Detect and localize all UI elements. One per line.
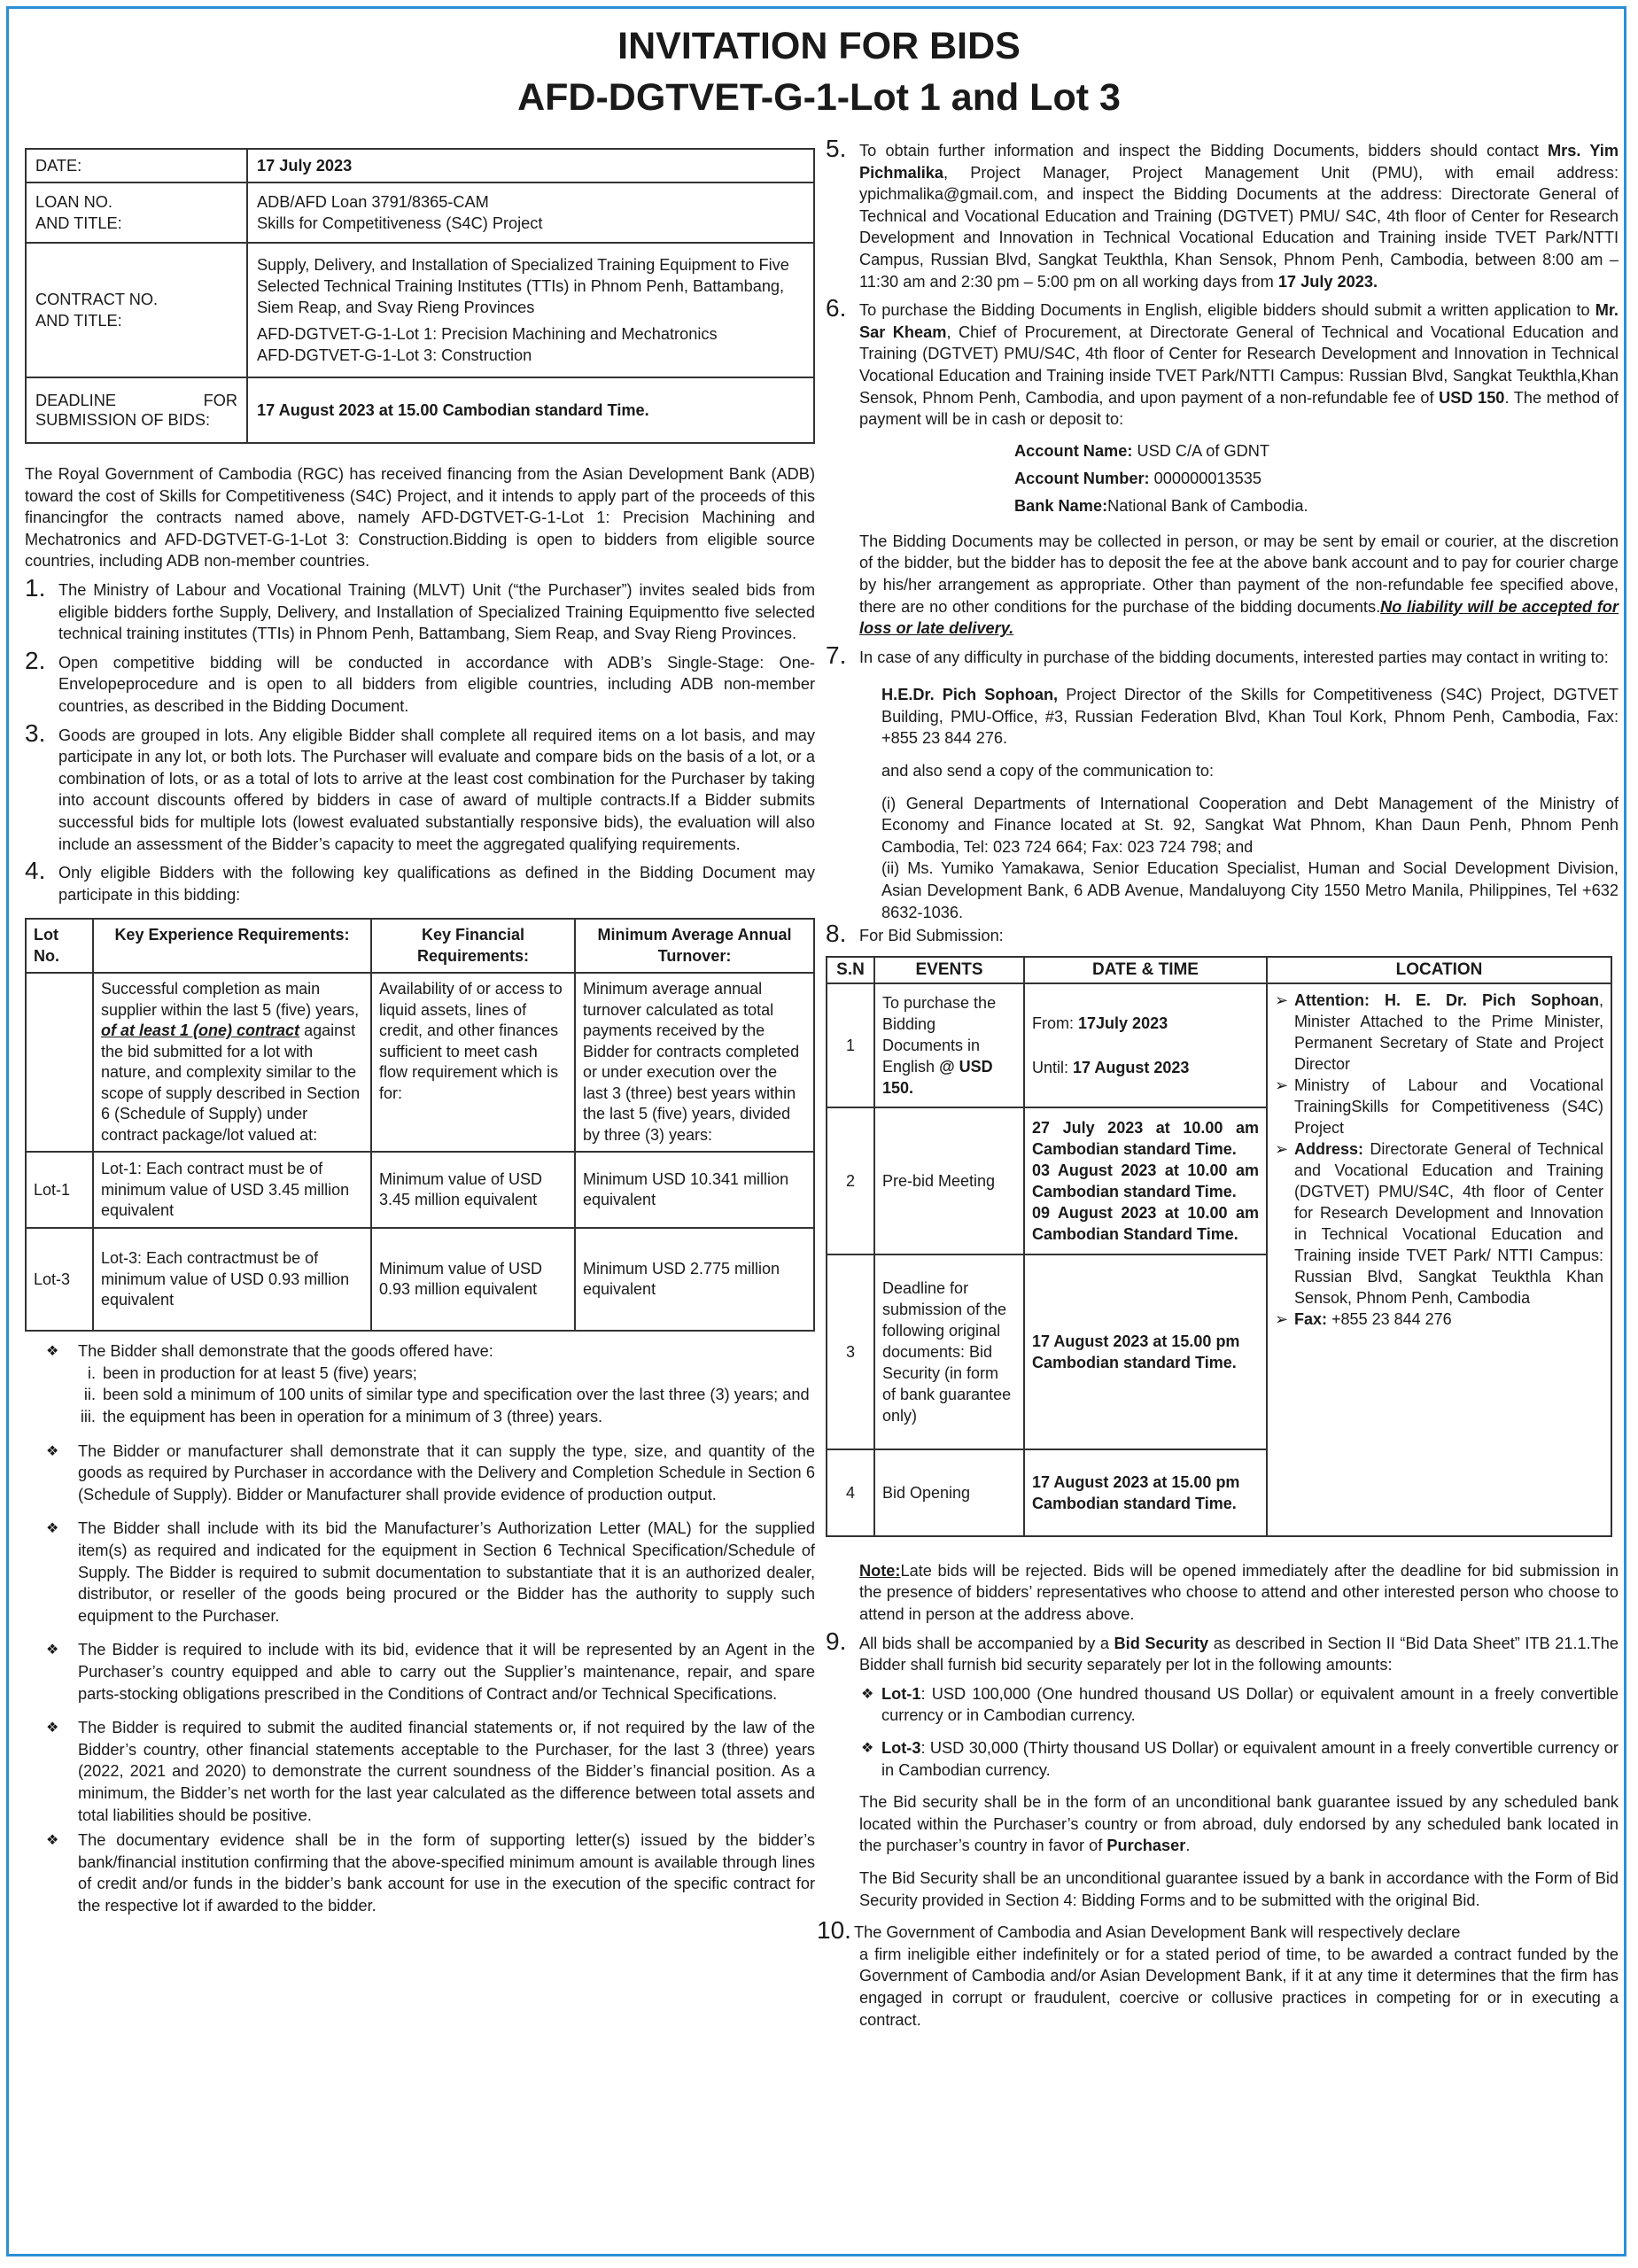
bullet-supply: ❖ The Bidder or manufacturer shall demonstrate that it can supply the type, size, and quantity of the goods as required by Purchaser in accordance with the Delivery and Completion Schedule in Section 6 (Schedule of Supply). Bidder or Manufacturer shall provide evidence of production output.: [46, 1441, 815, 1503]
event-name: Bid Opening: [874, 1449, 1024, 1536]
loan-label: LOAN NO. AND TITLE:: [26, 183, 247, 243]
event-name: Pre-bid Meeting: [874, 1107, 1024, 1254]
item-6: 6. To purchase the Bidding Documents in English, eligible bidders should submit a written application to Mr. Sar Kheam, Chief of Procurement, at Directorate General of Technical and Vocational Education and Training (DGTVET) PMU/S4C, 4th floor of Center for Research Development and Innovation in Technical Vocational Education and Training inside TVET Park/NTTI Campus: Russian Blvd, Sangkat Teukthla,Khan Sensok, Phnom Penh, Cambodia, and upon payment of a non-refundable fee of USD 150. The method of payment will be in cash or deposit to: Account Name: USD C/A of GDNT Account Number: 000000013535 Bank Name:National Bank of Cambodia.: [826, 299, 1619, 520]
deadline-label: DEADLINE FOR SUBMISSION OF BIDS:: [26, 377, 247, 443]
qual-header-lot: Lot No.: [26, 919, 93, 973]
page-title: INVITATION FOR BIDS: [617, 25, 1021, 67]
qual-financial: Minimum value of USD 3.45 million equivalent: [371, 1152, 575, 1228]
diamond-bullet-icon: ❖: [46, 1344, 59, 1360]
qual-experience: Lot-1: Each contract must be of minimum value of USD 3.45 million equivalent: [93, 1152, 371, 1228]
item-2: 2. Open competitive bidding will be conducted in accordance with ADB’s Single-Stage: One-Envelopeprocedure and is open to all bidders from eligible countries, including ADB non-member countries, as described in the Bidding Document.: [25, 646, 815, 715]
arrow-bullet-icon: ➢: [1275, 1139, 1289, 1158]
qual-header-turnover: Minimum Average Annual Turnover:: [575, 919, 814, 973]
event-location: ➢ Attention: H. E. Dr. Pich Sophoan, Minister Attached to the Prime Minister, Permanent Secretary of State and Project Director ➢ Ministry of Labour and Vocational TrainingSkills for Competitiveness (S4C) Project ➢ Address: Directorate General of Technical and Vocational Education and Training (DGTVET) PMU/S4C, 4th floor of Center for Research Development and Innovation in Technical Vocational Education and Training inside TVET Park/ NTTI Campus: Russian Blvd, Sangkat Teukthla Khan Sensok, Phnom Penh, Cambodia ➢ Fax: +855 23 844 276: [1267, 983, 1611, 1536]
qual-header-financial: Key Financial Requirements:: [371, 919, 575, 973]
events-header-sn: S.N: [827, 957, 874, 983]
contract-value: Supply, Delivery, and Installation of Specialized Training Equipment to Five Selected Technical Training Institutes (TTIs) in Phnom Penh, Battambang, Siem Reap, and Svay Rieng Provinces AFD-DGTVET-G-1-Lot 1: Precision Machining and Mechatronics AFD-DGTVET-G-1-Lot 3: Construction: [247, 243, 814, 377]
item-7: 7. In case of any difficulty in purchase of the bidding documents, interested parties may contact in writing to: H.E.Dr. Pich Sophoan, Project Director of the Skills for Competitiveness (S4C) Project, DGTVET Building, PMU-Office, #3, Russian Federation Blvd, Khan Toul Kork, Phnom Penh, Cambodia, Fax: +855 23 844 276. and also send a copy of the communication to: (i) General Departments of International Cooperation and Debt Management of the Ministry of Economy and Finance located at St. 92, Sangkat Wat Phnom, Khan Daun Penh, Phnom Penh Cambodia, Tel: 023 724 664; Fax: 023 724 798; and (ii) Ms. Yumiko Yamakawa, Senior Education Specialist, Human and Social Development Division, Asian Development Bank, 6 ADB Avenue, Mandaluyong City 1550 Metro Manila, Philippines, Tel +632 8632-1036.: [826, 641, 1619, 921]
bullet-evidence: ❖ The documentary evidence shall be in the form of supporting letter(s) issued by the bidder’s bank/financial institution confirming that the above-specified minimum amount is available through lines of credit and/or funds in the bidder’s bank account for use in the execution of the specific contract for the respective lot if awarded to the bidder.: [46, 1831, 815, 1915]
item-10: 10. The Government of Cambodia and Asian Development Bank will respectively declare a firm ineligible either indefinitely or for a stated period of time, to be awarded a contract funded by the Government of Cambodia and/or Asian Development Bank, if it at any time it determines that the firm has engaged in corrupt or fraudulent, coercive or collusive practices in competing for or in executing a contract.: [817, 1916, 1619, 2029]
diamond-bullet-icon: ❖: [46, 1521, 59, 1537]
item-1: 1. The Ministry of Labour and Vocational Training (MLVT) Unit (“the Purchaser”) invites sealed bids from eligible bidders forthe Supply, Delivery, and Installation of Specialized Training Equipmentto five selected technical training institutes (TTIs) in Phnom Penh, Battambang, Siem Reap, and Svay Rieng Provinces.: [25, 573, 815, 643]
left-column: [25, 148, 815, 1917]
diamond-bullet-icon: ❖: [46, 1833, 59, 1849]
bullet-goods: ❖ The Bidder shall demonstrate that the goods offered have: i. been in production for at least 5 (five) years; ii. been sold a minimum of 100 units of similar type and specification over the last three (3) years; and iii. the equipment has been in operation for a minimum of 3 (three) years.: [46, 1342, 810, 1426]
item-8: 8. For Bid Submission:: [826, 920, 1004, 948]
item-9: 9. All bids shall be accompanied by a Bid Security as described in Section II “Bid Data Sheet” ITB 21.1.The Bidder shall furnish bid security separately per lot in the following amounts: ❖ Lot-1: USD 100,000 (One hundred thousand US Dollar) or equivalent amount in a freely convertible currency or in Cambodian currency. ❖ Lot-3: USD 30,000 (Thirty thousand US Dollar) or equivalent amount in a freely convertible currency or in Cambodian currency. The Bid security shall be in the form of an unconditional bank guarantee issued by any scheduled bank located within the Purchaser’s country or from abroad, duly endorsed by any scheduled bank located in the purchaser’s country in favor of Purchaser. The Bid Security shall be an unconditional guarantee issued by a bank in accordance with the Form of Bid Security provided in Section 4: Bidding Forms and to be submitted with the original Bid.: [826, 1627, 1619, 1909]
bank-details: Account Name: USD C/A of GDNT Account Number: 000000013535 Bank Name:National Bank of Cambodia.: [1014, 441, 1308, 515]
bullet-agent: ❖ The Bidder is required to include with its bid, evidence that it will be represented by an Agent in the Purchaser’s country equipped and able to carry out the Supplier’s maintenance, repair, and spare parts-stocking obligations prescribed in the Conditions of Contract and/or Technical Specifications.: [46, 1641, 815, 1703]
date-value: 17 July 2023: [247, 149, 814, 183]
intro-paragraph: The Royal Government of Cambodia (RGC) has received financing from the Asian Development Bank (ADB) toward the cost of Skills for Competitiveness (S4C) Project, and it intends to apply part of the proceeds of this financingfor the contracts named above, namely AFD-DGTVET-G-1-Lot 1: Precision Machining and Mechatronics and AFD-DGTVET-G-1-Lot 3: Construction.Bidding is open to bidders from eligible source countries, including ADB non-member countries.: [25, 465, 815, 571]
event-date: 17 August 2023 at 15.00 pm Cambodian standard Time.: [1024, 1449, 1267, 1536]
item-4: 4. Only eligible Bidders with the following key qualifications as defined in the Bidding Document may participate in this bidding:: [25, 857, 815, 904]
qual-lot: Lot-1: [26, 1152, 93, 1228]
event-name: To purchase the Bidding Documents in English @ USD 150.: [874, 983, 1024, 1107]
bullet-mal: ❖ The Bidder shall include with its bid the Manufacturer’s Authorization Letter (MAL) for the supplied item(s) as required and indicated for the equipment in Section 6 Technical Specification/Schedule of Supply. The Bidder is required to submit documentation to substantiate that it is an authorized dealer, distributor, or reseller of the goods being procured or the Bidder has the authority to supply such equipment to the Purchaser.: [46, 1519, 815, 1625]
arrow-bullet-icon: ➢: [1275, 1309, 1289, 1328]
qual-turnover-general: Minimum average annual turnover calculated as total payments received by the Bidder for contracts completed or under execution over the last 3 (three) best years within the last 5 (five) years, divided by three (3) years:: [575, 973, 814, 1152]
event-sn: 3: [827, 1254, 874, 1449]
event-sn: 4: [827, 1449, 874, 1536]
qual-experience-general: Successful completion as main supplier within the last 5 (five) years, of at least 1 (one) contract against the bid submitted for a lot with nature, and complexity similar to the scope of supply described in Section 6 (Schedule of Supply) under contract package/lot valued at:: [93, 973, 371, 1152]
diamond-bullet-icon: ❖: [46, 1643, 59, 1658]
events-header-events: EVENTS: [874, 957, 1024, 983]
diamond-bullet-icon: ❖: [861, 1740, 874, 1756]
event-date: From: 17July 2023 Until: 17 August 2023: [1024, 983, 1267, 1107]
diamond-bullet-icon: ❖: [861, 1686, 874, 1702]
bid-info-table: [25, 148, 815, 444]
late-bids-note: Note:Late bids will be rejected. Bids will be opened immediately after the deadline for bid submission in the presence of bidders’ representatives who choose to attend and other interested person who choose to attend in person at the address above.: [859, 1561, 1619, 1623]
qual-lot: Lot-3: [26, 1228, 93, 1331]
bullet-financials: ❖ The Bidder is required to submit the audited financial statements or, if not required by the law of the Bidder’s country, other financial statements acceptable to the Purchaser, for the last 3 (three) years (2022, 2021 and 2020) to demonstrate the current soundness of the Bidder’s financial position. As a minimum, the Bidder’s net worth for the last year calculated as the difference between total assets and total liabilities should be positive.: [46, 1719, 815, 1824]
qual-financial: Minimum value of USD 0.93 million equivalent: [371, 1228, 575, 1331]
contract-label: CONTRACT NO. AND TITLE:: [26, 243, 247, 377]
qual-header-experience: Key Experience Requirements:: [93, 919, 371, 973]
deadline-value: 17 August 2023 at 15.00 Cambodian standard Time.: [247, 377, 814, 443]
event-sn: 1: [827, 983, 874, 1107]
qual-experience: Lot-3: Each contractmust be of minimum value of USD 0.93 million equivalent: [93, 1228, 371, 1331]
event-date: 27 July 2023 at 10.00 am Cambodian standard Time. 03 August 2023 at 10.00 am Cambodian standard Time. 09 August 2023 at 10.00 am Cambodian Standard Time.: [1024, 1107, 1267, 1254]
item-5: 5. To obtain further information and inspect the Bidding Documents, bidders should contact Mrs. Yim Pichmalika, Project Manager, Project Management Unit (PMU), with email address: ypichmalika@gmail.com, and inspect the Bidding Documents at the address: Directorate General of Technical and Vocational Education and Training (DGTVET) PMU/ S4C, 4th floor of Center for Research Development and Innovation in Technical Vocational Education and Training inside TVET Park/NTTI Campus, Russian Blvd, Sangkat Teukthla, Khan Sensok, Phnom Penh, Cambodia, between 8:00 am – 11:30 am and 2:30 pm – 5:00 pm on all working days from 17 July 2023.: [826, 135, 1619, 291]
event-name: Deadline for submission of the following original documents: Bid Security (in form of bank guarantee only): [874, 1254, 1024, 1449]
event-date: 17 August 2023 at 15.00 pm Cambodian standard Time.: [1024, 1254, 1267, 1449]
qual-turnover: Minimum USD 2.775 million equivalent: [575, 1228, 814, 1331]
event-sn: 2: [827, 1107, 874, 1254]
arrow-bullet-icon: ➢: [1275, 1076, 1289, 1094]
date-label: DATE:: [26, 149, 247, 183]
collection-paragraph: The Bidding Documents may be collected in person, or may be sent by email or courier, at the discretion of the bidder, but the bidder has to deposit the fee at the above bank account and to pay for courier charge by his/her arrangement as appropriate. Other than payment of the non-refundable fee specified above, there are no other conditions for the purchase of the bidding documents.No liability will be accepted for loss or late delivery.: [859, 532, 1619, 638]
right-column: [817, 135, 1619, 2031]
loan-value: ADB/AFD Loan 3791/8365-CAM Skills for Competitiveness (S4C) Project: [247, 183, 814, 243]
diamond-bullet-icon: ❖: [46, 1443, 59, 1459]
diamond-bullet-icon: ❖: [46, 1720, 59, 1736]
item-3: 3. Goods are grouped in lots. Any eligible Bidder shall complete all required items on a lot basis, and may participate in any lot, or both lots. The Purchaser will evaluate and compare bids on the basis of a lot, or a combination of lots, or as a total of lots to arrive at the least cost combination for the Purchaser by taking into account discounts offered by bidders in case of award of multiple contracts.If a Bidder submits successful bids for multiple lots (lowest evaluated substantially responsive bids), the evaluation will also include an assessment of the Bidder’s capacity to meet the aggregated qualifying requirements.: [25, 718, 815, 853]
qualification-table: [25, 918, 815, 1332]
qual-turnover: Minimum USD 10.341 million equivalent: [575, 1152, 814, 1228]
events-table: [826, 956, 1612, 1537]
events-header-date: DATE & TIME: [1024, 957, 1267, 983]
qual-financial-general: Availability of or access to liquid assets, lines of credit, and other finances sufficient to meet cash flow requirement which is for:: [371, 973, 575, 1152]
page-subtitle: AFD-DGTVET-G-1-Lot 1 and Lot 3: [517, 76, 1121, 119]
events-header-location: LOCATION: [1267, 957, 1611, 983]
arrow-bullet-icon: ➢: [1275, 990, 1289, 1009]
